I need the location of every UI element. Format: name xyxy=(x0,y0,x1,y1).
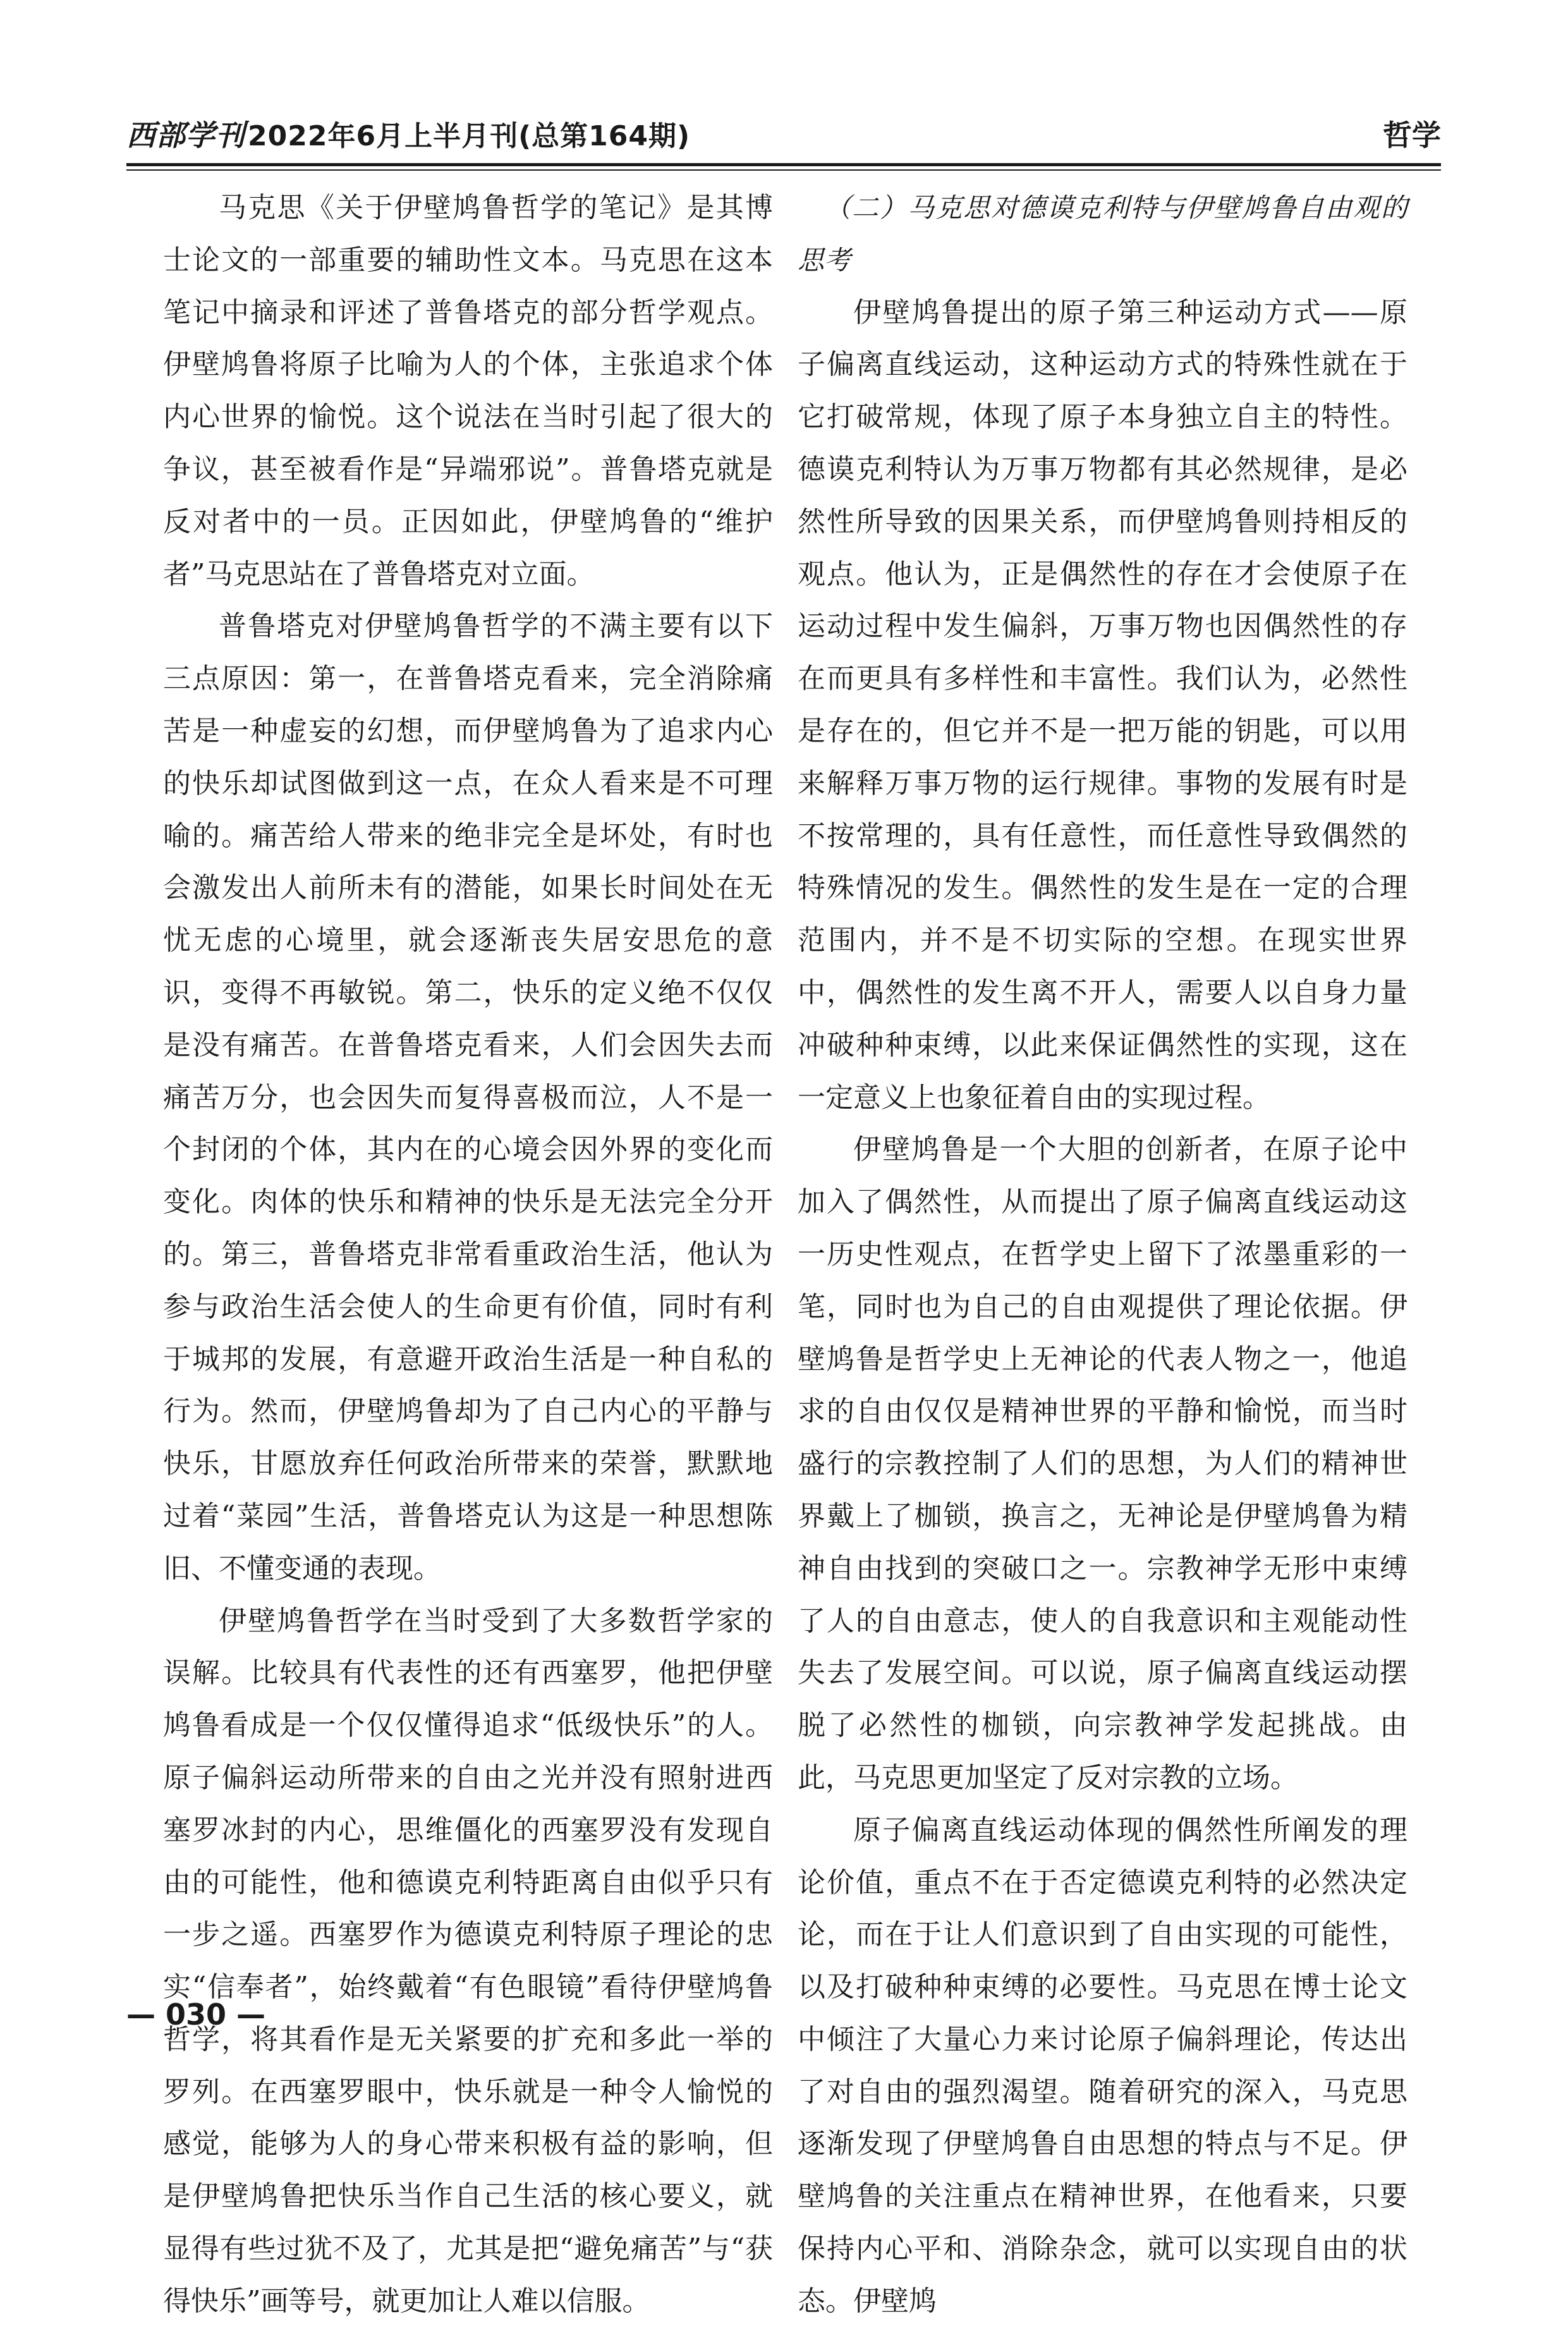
right-column xyxy=(798,182,1407,2328)
header-rule-thin xyxy=(126,169,1441,171)
page-number: — 030 — xyxy=(126,1997,266,2032)
running-header xyxy=(126,106,1441,157)
issue-info: 2022年6月上半月刊(总第164期) xyxy=(248,120,691,152)
paragraph: 伊壁鸠鲁提出的原子第三种运动方式——原子偏离直线运动，这种运动方式的特殊性就在于它打破常规，体现了原子本身独立自主的特性。德谟克利特认为万事万物都有其必然规律，是必然性所导致的因果关系，而伊壁鸠鲁则持相反的观点。他认为，正是偶然性的存在才会使原子在运动过程中发生偏斜，万事万物也因偶然性的存在而更具有多样性和丰富性。我们认为，必然性是存在的，但它并不是一把万能的钥匙，可以用来解释万事万物的运行规律。事物的发展有时是不按常理的，具有任意性，而任意性导致偶然的特殊情况的发生。偶然性的发生是在一定的合理范围内，并不是不切实际的空想。在现实世界中，偶然性的发生离不开人，需要人以自身力量冲破种种束缚，以此来保证偶然性的实现，这在一定意义上也象征着自由的实现过程。 xyxy=(798,296,1407,1114)
journal-info xyxy=(126,113,690,154)
paragraph: 马克思《关于伊壁鸠鲁哲学的笔记》是其博士论文的一部重要的辅助性文本。马克思在这本笔记中摘录和评述了普鲁塔克的部分哲学观点。伊壁鸠鲁将原子比喻为人的个体，主张追求个体内心世界的愉悦。这个说法在当时引起了很大的争议，甚至被看作是“异端邪说”。普鲁塔克就是反对者中的一员。正因如此，伊壁鸠鲁的“维护者”马克思站在了普鲁塔克对立面。 xyxy=(163,192,773,590)
paragraph: 普鲁塔克对伊壁鸠鲁哲学的不满主要有以下三点原因：第一，在普鲁塔克看来，完全消除痛苦是一种虚妄的幻想，而伊壁鸠鲁为了追求内心的快乐却试图做到这一点，在众人看来是不可理喻的。痛苦给人带来的绝非完全是坏处，有时也会激发出人前所未有的潜能，如果长时间处在无忧无虑的心境里，就会逐渐丧失居安思危的意识，变得不再敏锐。第二，快乐的定义绝不仅仅是没有痛苦。在普鲁塔克看来，人们会因失去而痛苦万分，也会因失而复得喜极而泣，人不是一个封闭的个体，其内在的心境会因外界的变化而变化。肉体的快乐和精神的快乐是无法完全分开的。第三，普鲁塔克非常看重政治生活，他认为参与政治生活会使人的生命更有价值，同时有利于城邦的发展，有意避开政治生活是一种自私的行为。然而，伊壁鸠鲁却为了自己内心的平静与快乐，甘愿放弃任何政治所带来的荣誉，默默地过着“菜园”生活，普鲁塔克认为这是一种思想陈旧、不懂变通的表现。 xyxy=(163,610,773,1585)
section-heading: （二）马克思对德谟克利特与伊壁鸠鲁自由观的思考 xyxy=(798,192,1407,276)
section-label: 哲学 xyxy=(1383,118,1441,152)
paragraph: 伊壁鸠鲁哲学在当时受到了大多数哲学家的误解。比较具有代表性的还有西塞罗，他把伊壁鸠鲁看成是一个仅仅懂得追求“低级快乐”的人。原子偏斜运动所带来的自由之光并没有照射进西塞罗冰封的内心，思维僵化的西塞罗没有发现自由的可能性，他和德谟克利特距离自由似乎只有一步之遥。西塞罗作为德谟克利特原子理论的忠实“信奉者”，始终戴着“有色眼镜”看待伊壁鸠鲁哲学，将其看作是无关紧要的扩充和多此一举的罗列。在西塞罗眼中，快乐就是一种令人愉悦的感觉，能够为人的身心带来积极有益的影响，但是伊壁鸠鲁把快乐当作自己生活的核心要义，就显得有些过犹不及了，尤其是把“避免痛苦”与“获得快乐”画等号，就更加让人难以信服。 xyxy=(163,1604,773,2317)
header-rule xyxy=(126,163,1441,166)
paragraph: 原子偏离直线运动体现的偶然性所阐发的理论价值，重点不在于否定德谟克利特的必然决定论，而在于让人们意识到了自由实现的可能性，以及打破种种束缚的必要性。马克思在博士论文中倾注了大量心力来讨论原子偏斜理论，传达出了对自由的强烈渴望。随着研究的深入，马克思逐渐发现了伊壁鸠鲁自由思想的特点与不足。伊壁鸠鲁的关注重点在精神世界，在他看来，只要保持内心平和、消除杂念，就可以实现自由的状态。伊壁鸠 xyxy=(798,1813,1407,2317)
paragraph: 伊壁鸠鲁是一个大胆的创新者，在原子论中加入了偶然性，从而提出了原子偏离直线运动这一历史性观点，在哲学史上留下了浓墨重彩的一笔，同时也为自己的自由观提供了理论依据。伊壁鸠鲁是哲学史上无神论的代表人物之一，他追求的自由仅仅是精神世界的平静和愉悦，而当时盛行的宗教控制了人们的思想，为人们的精神世界戴上了枷锁，换言之，无神论是伊壁鸠鲁为精神自由找到的突破口之一。宗教神学无形中束缚了人的自由意志，使人的自我意识和主观能动性失去了发展空间。可以说，原子偏离直线运动摆脱了必然性的枷锁，向宗教神学发起挑战。由此，马克思更加坚定了反对宗教的立场。 xyxy=(798,1133,1407,1794)
journal-name: 西部学刊 xyxy=(126,118,245,152)
